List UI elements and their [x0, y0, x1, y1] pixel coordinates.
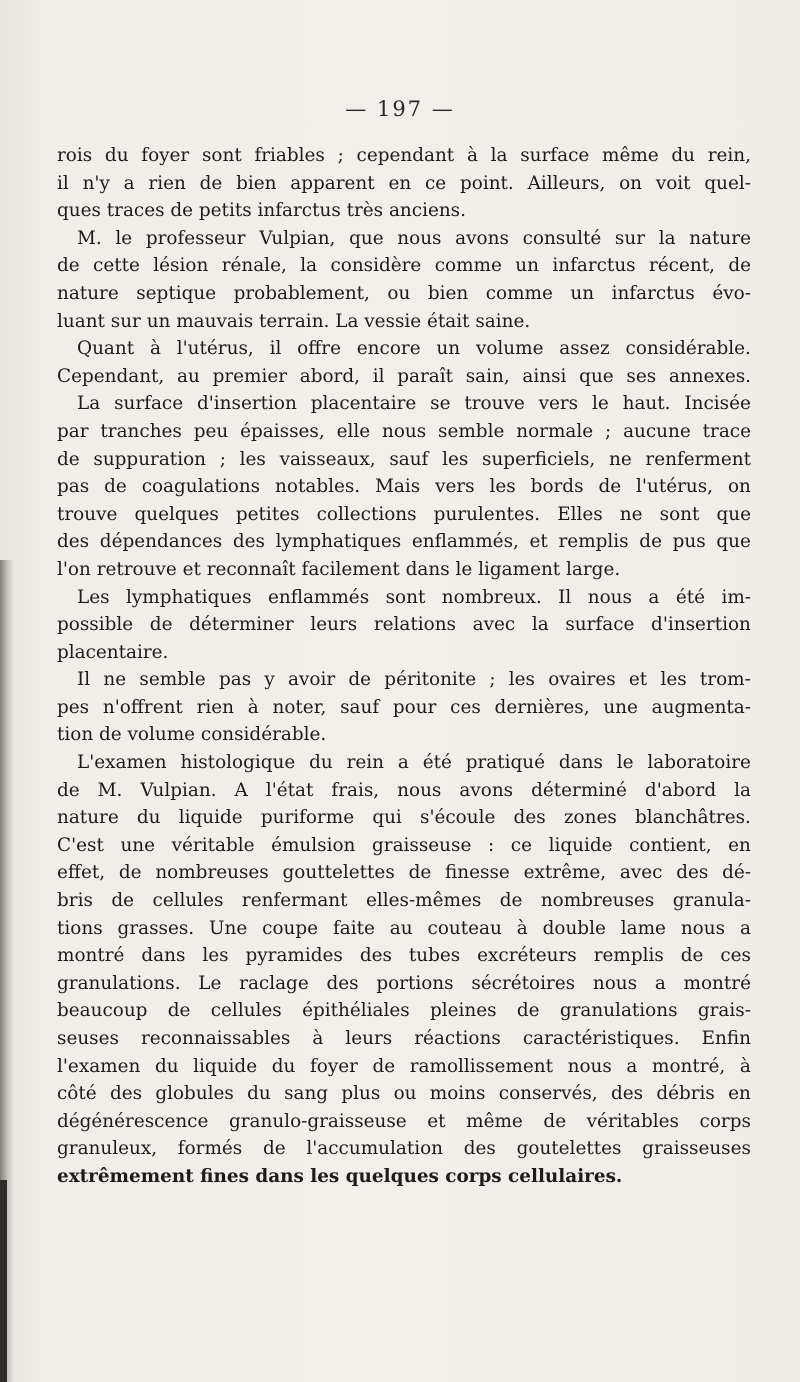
text-line: Quant à l'utérus, il offre encore un volume assez considérable. — [77, 338, 751, 360]
text-line: de M. Vulpian. A l'état frais, nous avons déterminé d'abord la — [57, 779, 751, 801]
text-line: nature du liquide puriforme qui s'écoule des zones blanchâtres. — [57, 807, 751, 829]
text-line: granulations. Le raclage des portions sécrétoires nous a montré — [57, 972, 751, 994]
text-line: possible de déterminer leurs relations avec la surface d'insertion — [57, 614, 751, 636]
text-line: luant sur un mauvais terrain. La vessie était saine. — [57, 310, 531, 332]
text-line: placentaire. — [57, 641, 169, 663]
text-line: tions grasses. Une coupe faite au couteau à double lame nous a — [57, 917, 751, 939]
text-line: La surface d'insertion placentaire se trouve vers le haut. Incisée — [77, 393, 751, 415]
text-line: par tranches peu épaisses, elle nous semble normale ; aucune trace — [57, 420, 751, 442]
text-line: des dépendances des lymphatiques enflammés, et remplis de pus que — [57, 531, 751, 553]
text-line: côté des globules du sang plus ou moins conservés, des débris en — [57, 1083, 751, 1105]
text-line: il n'y a rien de bien apparent en ce point. Ailleurs, on voit quel- — [57, 172, 751, 194]
text-line: pas de coagulations notables. Mais vers les bords de l'utérus, on — [57, 476, 751, 498]
text-line: effet, de nombreuses gouttelettes de finesse extrême, avec des dé- — [57, 862, 751, 884]
text-line: M. le professeur Vulpian, que nous avons consulté sur la nature — [77, 227, 751, 249]
text-line: dégénérescence granulo-graisseuse et même de véritables corps — [57, 1110, 751, 1132]
text-line: l'examen du liquide du foyer de ramollissement nous a montré, à — [57, 1055, 751, 1077]
text-line: nature septique probablement, ou bien comme un infarctus évo- — [57, 282, 751, 304]
text-line: granuleux, formés de l'accumulation des goutelettes graisseuses — [57, 1138, 751, 1160]
text-line: ques traces de petits infarctus très anciens. — [57, 200, 466, 222]
text-line: tion de volume considérable. — [57, 724, 327, 746]
text-line: pes n'offrent rien à noter, sauf pour ces dernières, une augmenta- — [57, 696, 751, 718]
text-line: bris de cellules renfermant elles-mêmes de nombreuses granula- — [57, 890, 751, 912]
text-line: extrêmement fines dans les quelques corps cellulaires. — [57, 1165, 623, 1187]
text-line: C'est une véritable émulsion graisseuse : ce liquide contient, en — [57, 834, 751, 856]
text-line: trouve quelques petites collections purulentes. Elles ne sont que — [57, 503, 751, 525]
body-text — [57, 142, 751, 1191]
text-line: Cependant, au premier abord, il paraît sain, ainsi que ses annexes. — [57, 365, 751, 387]
text-line: Les lymphatiques enflammés sont nombreux. Il nous a été im- — [77, 586, 751, 608]
text-line: de cette lésion rénale, la considère comme un infarctus récent, de — [57, 255, 751, 277]
text-line: de suppuration ; les vaisseaux, sauf les superficiels, ne renferment — [57, 448, 751, 470]
text-line: Il ne semble pas y avoir de péritonite ; les ovaires et les trom- — [77, 669, 751, 691]
text-line: rois du foyer sont friables ; cependant à la surface même du rein, — [57, 145, 751, 166]
text-line: seuses reconnaissables à leurs réactions caractéristiques. Enfin — [57, 1028, 751, 1049]
text-line: l'on retrouve et reconnaît facilement dans le ligament large. — [57, 558, 621, 580]
page-edge-dark — [0, 1180, 7, 1382]
text-line: montré dans les pyramides des tubes excréteurs remplis de ces — [57, 945, 751, 967]
page-number: — 197 — — [345, 97, 455, 121]
text-line: L'examen histologique du rein a été pratiqué dans le laboratoire — [77, 752, 751, 774]
text-line: beaucoup de cellules épithéliales pleines de granulations grais- — [57, 1000, 751, 1022]
